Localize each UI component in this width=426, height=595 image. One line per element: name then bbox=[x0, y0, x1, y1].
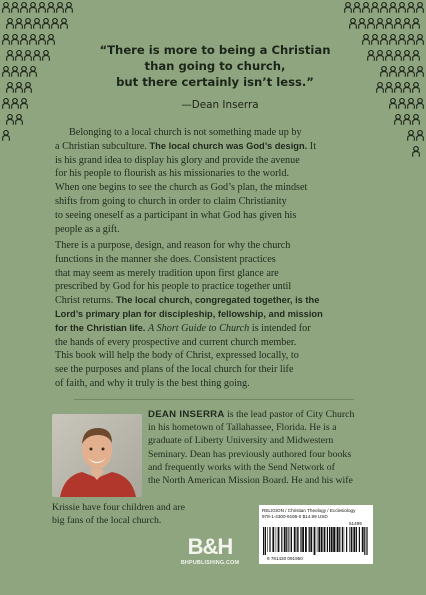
barcode-digits: 9 781430 091950 bbox=[267, 556, 303, 561]
text-line: the hands of every prospective and current church member. bbox=[55, 336, 297, 348]
text-line: There is a purpose, design, and reason for why the church bbox=[55, 240, 291, 251]
text-line: is his grand idea to display his glory and provide the avenue bbox=[55, 154, 300, 166]
pull-quote bbox=[70, 42, 360, 91]
publisher-logo bbox=[180, 536, 240, 566]
text-line: for the Christian life. A Short Guide to Church is intended for bbox=[55, 322, 311, 334]
text-line: Krissie have four children and are bbox=[52, 502, 186, 513]
emphasis-text: Lord’s primary plan for discipleship, fellowship, and mission bbox=[55, 308, 323, 319]
author-photo bbox=[52, 414, 142, 497]
emphasis-text: The local church was God’s design. bbox=[149, 140, 308, 151]
section-divider bbox=[74, 399, 354, 400]
text-line: a Christian subculture. The local church was God’s design. It bbox=[55, 140, 317, 152]
quote-line: but there certainly isn’t less.” bbox=[116, 75, 314, 90]
text-line: Belonging to a local church is not something made up by bbox=[69, 127, 302, 138]
text-line: When one begins to see the church as God’s plan, the mindset bbox=[55, 182, 308, 194]
text-line: Seminary. Dean has previously authored four books bbox=[148, 448, 352, 460]
text-line: big fans of the local church. bbox=[52, 515, 162, 527]
text-line: of faith, and why it truly is the best thing going. bbox=[55, 377, 250, 389]
text-line: DEAN INSERRA is the lead pastor of City Church bbox=[148, 409, 355, 420]
isbn-price: 978-1-4300-9195-0 $14.99 USD bbox=[262, 514, 328, 519]
quote-line: “There is more to being a Christian bbox=[99, 43, 331, 57]
text-line: Christ returns. The local church, congregated together, is the bbox=[55, 295, 320, 307]
text-line: functions in the manner she does. Consistent practices bbox=[55, 253, 276, 265]
description-paragraph-1 bbox=[55, 126, 369, 236]
text-line: the North American Mission Board. He and his wife bbox=[148, 475, 353, 487]
text-line: for his people to flourish as his missionaries to the world. bbox=[55, 168, 289, 180]
text-line: This book will help the body of Christ, expressed locally, to bbox=[55, 350, 299, 362]
publisher-mark: B&H bbox=[187, 534, 233, 559]
barcode-panel bbox=[259, 505, 373, 564]
text-line: people as a gift. bbox=[55, 223, 120, 235]
emphasis-text: for the Christian life. bbox=[55, 322, 146, 333]
text-line: and frequently works with the Send Network of bbox=[148, 461, 335, 473]
emphasis-text: The local church, congregated together, is the bbox=[115, 295, 320, 306]
description-paragraph-2 bbox=[55, 239, 369, 391]
author-bio-continued bbox=[52, 501, 272, 527]
text-line: in his hometown of Tallahassee, Florida. He is a bbox=[148, 422, 337, 434]
text-line: prescribed by God for his people to practice together until bbox=[55, 281, 292, 293]
author-name: DEAN INSERRA bbox=[148, 409, 225, 420]
text-line: shifts from going to church in order to claim Christianity bbox=[55, 195, 287, 207]
bisac-category: RELIGION / Christian Theology / Ecclesiology bbox=[262, 508, 356, 513]
text-line: see the purposes and plans of the local church for their life bbox=[55, 364, 294, 376]
price-code: 51499 bbox=[349, 521, 362, 526]
barcode-icon bbox=[263, 527, 369, 555]
text-line: graduate of Liberty University and Midwestern bbox=[148, 435, 334, 447]
text-line: that may seem as merely tradition upon first glance are bbox=[55, 267, 279, 279]
text-line: to seeing oneself as a participant in what God has given his bbox=[55, 209, 297, 221]
book-title: A Short Guide to Church bbox=[147, 322, 250, 334]
quote-attribution: —Dean Inserra bbox=[181, 99, 259, 111]
quote-line: than going to church, bbox=[144, 59, 286, 74]
author-bio bbox=[148, 408, 378, 487]
publisher-url: BHPUBLISHING.COM bbox=[180, 560, 240, 566]
author-portrait-icon bbox=[52, 414, 142, 497]
